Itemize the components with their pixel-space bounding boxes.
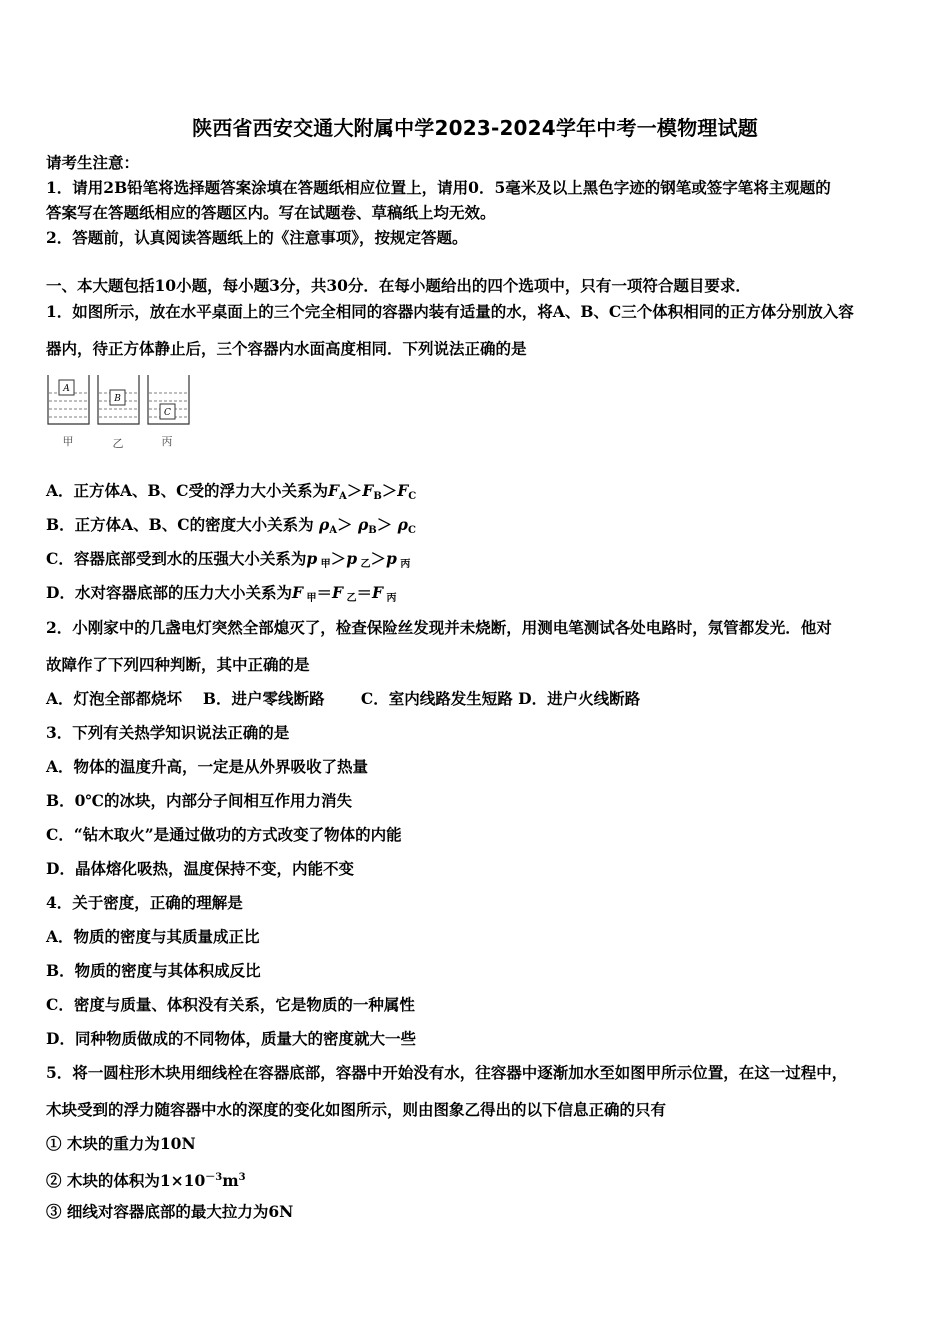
q2-stem-2: 故障作了下列四种判断，其中正确的是 [46,655,310,674]
q2-stem-1: 2．小刚家中的几盏电灯突然全部熄灭了，检查保险丝发现并未烧断，用测电笔测试各处电路时，氖管都发光．他对 [46,618,832,637]
q4-option-c: C．密度与质量、体积没有关系，它是物质的一种属性 [46,995,415,1014]
q1-figure-containers [45,372,195,452]
q1-option-d: D．水对容器底部的压力大小关系为F $_甲$＝F $_乙$＝F $_丙$ [46,583,397,604]
cube-label-a: A [63,384,70,394]
q5-item-3: ③ 细线对容器底部的最大拉力为6N [46,1202,294,1221]
q3-stem: 3．下列有关热学知识说法正确的是 [46,723,290,742]
q4-option-a: A．物质的密度与其质量成正比 [46,927,260,946]
q4-option-b: B．物质的密度与其体积成反比 [46,961,261,980]
q1-option-a: A．正方体A、B、C受的浮力大小关系为$F_A>F_B>F_C$ [46,481,417,502]
cube-label-b: B [114,394,121,404]
cube-label-c: C [164,408,171,418]
q5-item-2: ② 木块的体积为$1\times 10^{-3}m^3$ [46,1171,246,1190]
container-jia [48,375,89,424]
section-heading: 一、本大题包括10小题，每小题3分，共30分．在每小题给出的四个选项中，只有一项符合题目要求． [46,276,751,295]
notice-line-3: 2．答题前，认真阅读答题纸上的《注意事项》，按规定答题。 [46,228,468,247]
notice-line-1: 1．请用2B铅笔将选择题答案涂填在答题纸相应位置上，请用0．5毫米及以上黑色字迹的钢笔或签字笔将主观题的 [46,178,831,197]
q5-stem-2: 木块受到的浮力随容器中水的深度的变化如图所示，则由图象乙得出的以下信息正确的只有 [46,1100,667,1119]
container-label-yi: 乙 [112,437,124,450]
q1-stem-2: 器内，待正方体静止后，三个容器内水面高度相同．下列说法正确的是 [46,339,527,358]
q4-stem: 4．关于密度，正确的理解是 [46,893,243,912]
q3-option-b: B．0℃的冰块，内部分子间相互作用力消失 [46,791,352,810]
q1-option-c: C．容器底部受到水的压强大小关系为p $_甲$＞p $_乙$＞p $_丙$ [46,549,411,570]
notice-heading: 请考生注意： [46,153,140,172]
notice-line-2: 答案写在答题纸相应的答题区内。写在试题卷、草稿纸上均无效。 [46,203,496,222]
page-title: 陕西省西安交通大附属中学2023-2024学年中考一模物理试题 [192,116,758,140]
container-label-bing: 丙 [161,435,173,448]
q5-stem-1: 5．将一圆柱形木块用细线栓在容器底部，容器中开始没有水，往容器中逐渐加水至如图甲所示位置，在这一过程中， [46,1063,848,1082]
q3-option-c: C．“钻木取火”是通过做功的方式改变了物体的内能 [46,825,402,844]
q4-option-d: D．同种物质做成的不同物体，质量大的密度就大一些 [46,1029,416,1048]
q1-stem-1: 1．如图所示，放在水平桌面上的三个完全相同的容器内装有适量的水，将A、B、C三个体积相同的正方体分别放入容 [46,302,854,321]
q3-option-d: D．晶体熔化吸热，温度保持不变，内能不变 [46,859,354,878]
q3-option-a: A．物体的温度升高，一定是从外界吸收了热量 [46,757,369,776]
q2-options: A．灯泡全部都烧坏 B．进户零线断路 C．室内线路发生短路 D．进户火线断路 [46,689,641,708]
q1-option-b: B．正方体A、B、C的密度大小关系为 $\rho_A> \rho_B> \rho_C$ [46,515,416,536]
q5-item-1: ① 木块的重力为10N [46,1134,196,1153]
container-label-jia: 甲 [62,435,74,448]
